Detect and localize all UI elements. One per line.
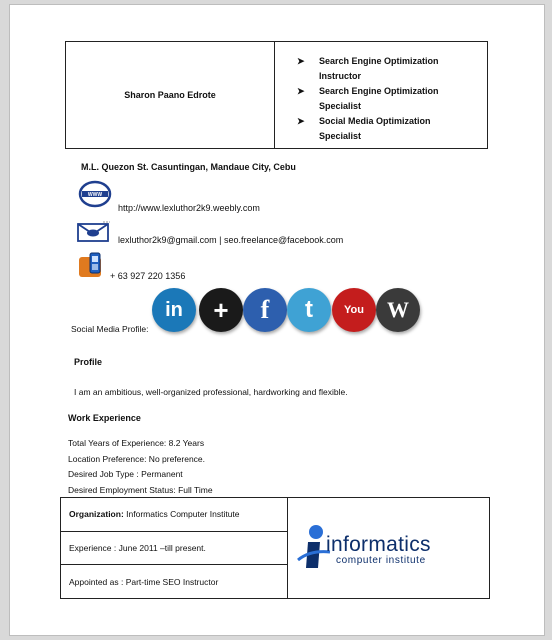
google-plus-icon[interactable]: +	[199, 288, 243, 332]
work-line: Location Preference: No preference.	[68, 453, 206, 464]
organization-row: Organization: Informatics Computer Institute	[69, 509, 240, 520]
header-table	[65, 41, 488, 149]
svg-text:WWW: WWW	[87, 192, 103, 199]
linkedin-icon[interactable]: in	[152, 288, 196, 332]
address: M.L. Quezon St. Casuntingan, Mandaue City, Cebu	[81, 162, 296, 172]
arrow-bullet-icon: ➤	[297, 116, 305, 126]
website-link[interactable]: http://www.lexluthor2k9.weebly.com	[118, 203, 260, 213]
work-line: Desired Employment Status: Full Time	[68, 484, 213, 495]
role-item: ➤ Search Engine Optimization Instructor	[301, 54, 461, 84]
work-line: Total Years of Experience: 8.2 Years	[68, 438, 205, 448]
work-line: Desired Job Type : Permanent	[68, 469, 183, 479]
email-icon	[77, 221, 111, 243]
logo-main-text: informatics	[326, 533, 431, 556]
phone-number: + 63 927 220 1356	[110, 271, 186, 281]
arrow-bullet-icon: ➤	[297, 86, 305, 96]
globe-icon	[77, 180, 113, 208]
facebook-icon[interactable]: f	[243, 288, 287, 332]
organization-details	[61, 498, 288, 598]
role-item: ➤ Search Engine Optimization Specialist	[301, 84, 461, 114]
arrow-bullet-icon: ➤	[297, 56, 305, 66]
twitter-icon[interactable]: t	[287, 288, 331, 332]
role-item: ➤ Social Media Optimization Specialist	[301, 114, 461, 144]
work-details	[68, 436, 213, 498]
resume-page	[9, 4, 545, 636]
wordpress-icon[interactable]: W	[376, 288, 420, 332]
organization-table	[60, 497, 490, 599]
email-links[interactable]: lexluthor2k9@gmail.com | seo.freelance@facebook.com	[118, 235, 344, 245]
informatics-logo	[288, 498, 489, 598]
roles-list	[275, 42, 487, 148]
youtube-icon[interactable]: You	[332, 288, 376, 332]
appointed-row: Appointed as : Part-time SEO Instructor	[61, 564, 287, 598]
logo-sub-text: computer institute	[336, 555, 426, 566]
profile-heading: Profile	[74, 357, 103, 367]
profile-text: I am an ambitious, well-organized professional, hardworking and flexible.	[74, 387, 348, 397]
phone-icon	[77, 251, 109, 279]
social-label: Social Media Profile:	[71, 324, 149, 334]
work-heading: Work Experience	[68, 413, 141, 423]
candidate-name: Sharon Paano Edrote	[66, 42, 275, 148]
experience-row: Experience : June 2011 –till present.	[61, 531, 287, 565]
